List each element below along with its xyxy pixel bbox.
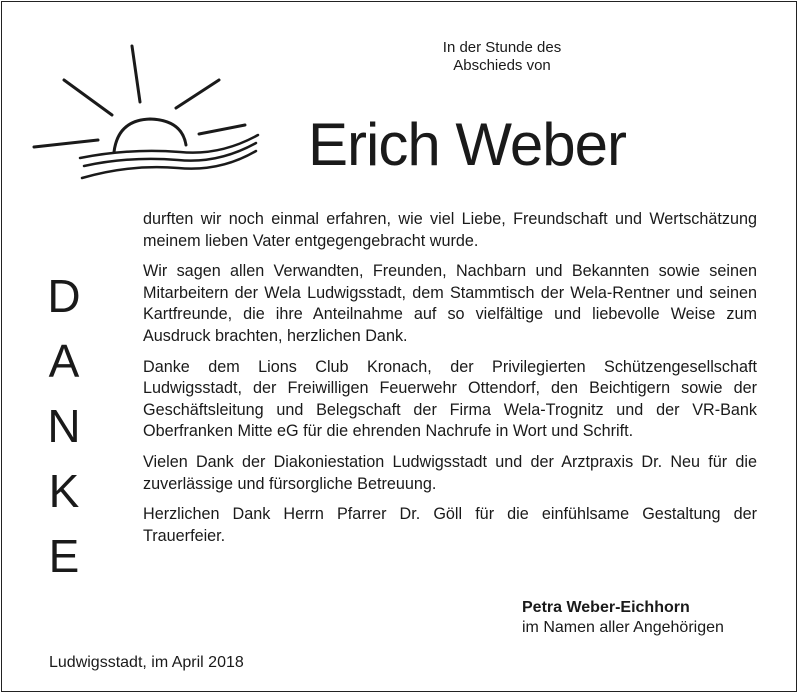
signature-name: Petra Weber-Eichhorn (522, 599, 690, 616)
paragraph: Herzlichen Dank Herrn Pfarrer Dr. Göll für die einfühlsame Gestaltung der Trauerfeier. (143, 505, 757, 545)
paragraph: Danke dem Lions Club Kronach, der Privilegierten Schützengesellschaft Ludwigsstadt, der Freiwilligen Feuerwehr Ottendorf, den Beichtigern sowie der Geschäftsleitung und Belegschaft der Firma Wela-Trognitz und der VR-Bank Oberfranken Mitte eG für die ehrenden Nachrufe in Wort und Schrift. (143, 357, 757, 441)
rising-sun-icon (30, 40, 262, 190)
intro-text (392, 39, 612, 75)
danke-letter: E (48, 530, 80, 582)
signature-subline: im Namen aller Angehörigen (522, 619, 724, 636)
notice-frame (1, 1, 797, 692)
paragraph: Vielen Dank der Diakoniestation Ludwigsstadt und der Arztpraxis Dr. Neu für die zuverlässige und fürsorgliche Betreuung. (143, 452, 757, 493)
paragraph: Wir sagen allen Verwandten, Freunden, Nachbarn und Bekannten sowie seinen Mitarbeitern der Wela Ludwigsstadt, dem Stammtisch der Wela-Rentner und seinen Kartfreunde, die ihre Anteilnahme auf so vielfältige und liebevolle Weise zum Ausdruck brachten, herzlichen Dank. (143, 262, 757, 345)
danke-letter: D (47, 270, 81, 322)
danke-letter: N (47, 400, 81, 452)
place-date: Ludwigsstadt, im April 2018 (49, 654, 244, 671)
intro-line-2: Abschieds von (453, 57, 551, 74)
thanks-body (143, 209, 757, 556)
paragraph: durften wir noch einmal erfahren, wie viel Liebe, Freundschaft und Wertschätzung meinem lieben Vater entgegengebracht wurde. (143, 210, 757, 250)
danke-letter: K (48, 465, 80, 517)
danke-letter: A (48, 335, 80, 387)
danke-vertical-word (42, 264, 86, 589)
intro-line-1: In der Stunde des (442, 39, 562, 56)
signature-block (522, 598, 724, 638)
deceased-name: Erich Weber (308, 111, 627, 178)
